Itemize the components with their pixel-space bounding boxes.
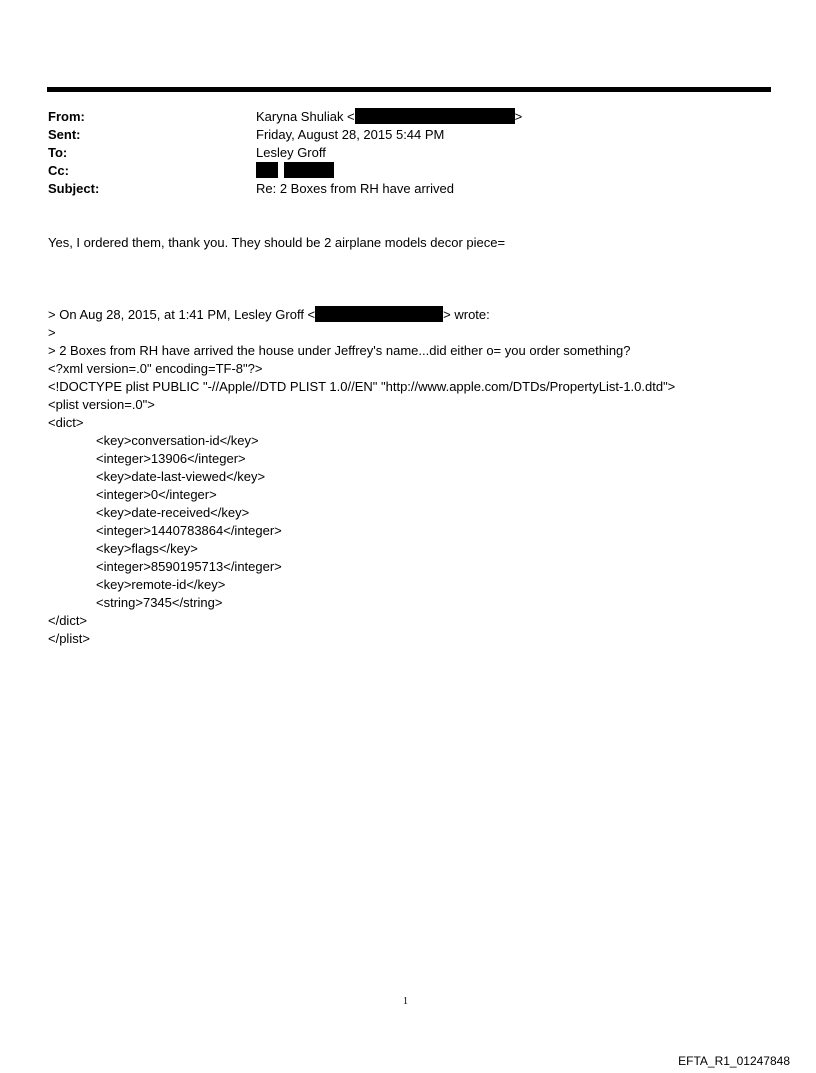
cc-label: Cc: (48, 163, 69, 178)
from-name: Karyna Shuliak < (256, 109, 355, 124)
plist-close-line: </dict> (48, 613, 88, 628)
plist-inner-line: <key>conversation-id</key> (96, 433, 259, 448)
plist-inner-line: <key>remote-id</key> (96, 577, 226, 592)
subject-value: Re: 2 Boxes from RH have arrived (256, 181, 454, 196)
plist-inner-line: <key>date-received</key> (96, 505, 250, 520)
quote-header (48, 306, 490, 324)
document-id: EFTA_R1_01247848 (678, 1054, 790, 1068)
plist-close-line: </plist> (48, 631, 90, 646)
from-end: > (514, 109, 523, 124)
plist-line: <?xml version=.0" encoding=TF-8"?> (48, 361, 263, 376)
redaction-box (355, 108, 515, 124)
header-divider (47, 87, 771, 92)
subject-label: Subject: (48, 181, 100, 196)
cc-value (256, 162, 334, 180)
plist-inner-line: <key>flags</key> (96, 541, 198, 556)
plist-inner-line: <string>7345</string> (96, 595, 223, 610)
from-label: From: (48, 109, 85, 124)
page-number: 1 (403, 996, 408, 1007)
plist-inner-line: <key>date-last-viewed</key> (96, 469, 266, 484)
plist-inner-line: <integer>13906</integer> (96, 451, 246, 466)
quote-suffix: > wrote: (443, 307, 490, 322)
redaction-box (315, 306, 443, 322)
quote-prefix: > On Aug 28, 2015, at 1:41 PM, Lesley Groff < (48, 307, 316, 322)
plist-inner-line: <integer>8590195713</integer> (96, 559, 282, 574)
to-value: Lesley Groff (256, 145, 326, 160)
sent-value: Friday, August 28, 2015 5:44 PM (256, 127, 445, 142)
sent-label: Sent: (48, 127, 81, 142)
plist-inner-line: <integer>0</integer> (96, 487, 217, 502)
redaction-box (256, 162, 278, 178)
redaction-box (284, 162, 334, 178)
quote-blank: > (48, 325, 56, 340)
reply-text: Yes, I ordered them, thank you. They should be 2 airplane models decor piece= (48, 235, 506, 250)
plist-inner-line: <integer>1440783864</integer> (96, 523, 282, 538)
plist-line: <!DOCTYPE plist PUBLIC "-//Apple//DTD PLIST 1.0//EN" "http://www.apple.com/DTDs/PropertyList-1.0.dtd"> (48, 379, 676, 394)
quote-text: > 2 Boxes from RH have arrived the house under Jeffrey's name...did either o= you order something? (48, 343, 631, 358)
plist-line: <dict> (48, 415, 84, 430)
to-label: To: (48, 145, 68, 160)
plist-line: <plist version=.0"> (48, 397, 155, 412)
from-value (256, 108, 522, 126)
